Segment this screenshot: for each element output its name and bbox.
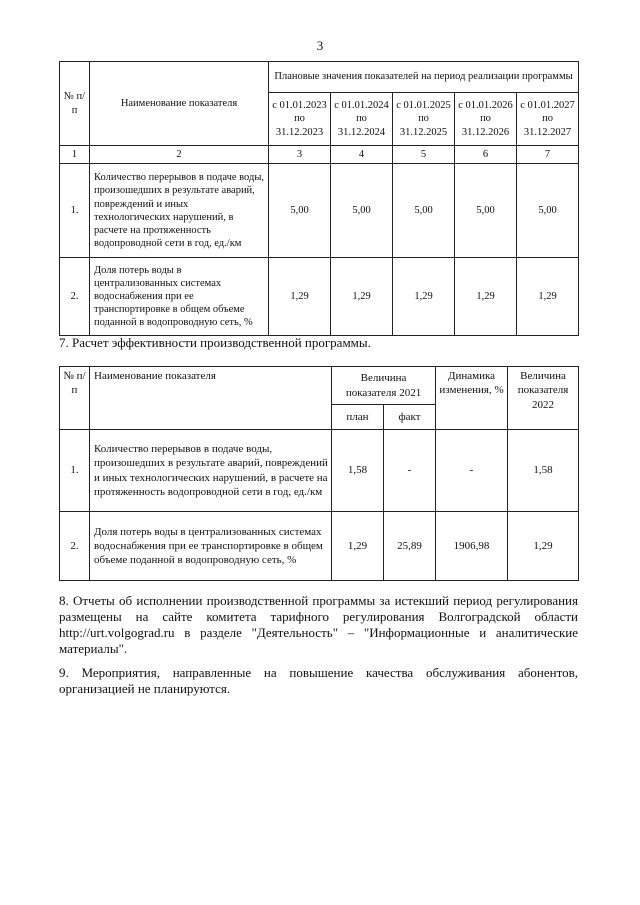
column-number: 1 [60,146,90,164]
efficiency-table [59,366,579,581]
plan-value: 1,58 [332,430,384,512]
fact-value: - [384,430,436,512]
indicator-name: Количество перерывов в подаче воды, произошедших в результате аварий, повреждений и иных технологических нарушений, в расчете на протяженность водопроводной сети в год, ед./км [90,164,269,258]
plan-header: план [332,405,384,430]
section-8-text: 8. Отчеты об исполнении производственной программы за истекший период регулирования размещены на сайте комитета тарифного регулирования Волгоградской области http://urt.volgograd.ru в разделе "Деятельность" – "Информационные и аналитические материалы". [59,593,578,656]
page-number: 3 [316,38,324,53]
indicator-name: Количество перерывов в подаче воды, произошедших в результате аварий, повреждений и иных технологических нарушений, в расчете на протяженность водопроводной сети в год, ед./км [90,430,332,512]
value-cell: 5,00 [393,164,455,258]
plan-value: 1,29 [332,512,384,581]
value-cell: 5,00 [455,164,517,258]
column-number: 6 [455,146,517,164]
dynamics-header: Динамика изменения, % [436,367,508,430]
indicator-name: Доля потерь воды в централизованных системах водоснабжения при ее транспортировке в общем объеме поданной в водопроводную сеть, % [90,512,332,581]
value-2022: 1,58 [508,430,579,512]
value-cell: 5,00 [331,164,393,258]
value-cell: 1,29 [455,258,517,336]
period-header: с 01.01.2024 по 31.12.2024 [331,93,393,146]
column-number: 5 [393,146,455,164]
table-row [60,258,579,336]
column-number: 4 [331,146,393,164]
value-cell: 5,00 [517,164,579,258]
dynamics-value: 1906,98 [436,512,508,581]
value-cell: 1,29 [517,258,579,336]
value-cell: 1,29 [269,258,331,336]
value-cell: 1,29 [331,258,393,336]
table-row [60,512,579,581]
row-number: 1. [60,430,90,512]
planned-values-header: Плановые значения показателей на период реализации программы [269,62,579,93]
dynamics-value: - [436,430,508,512]
period-header: с 01.01.2027 по 31.12.2027 [517,93,579,146]
name-header: Наименование показателя [90,62,269,146]
table-row [60,430,579,512]
column-number: 2 [90,146,269,164]
section-7-title: 7. Расчет эффективности производственной программы. [59,335,371,350]
num-header: № п/п [60,367,90,430]
column-number: 3 [269,146,331,164]
planned-indicators-table [59,61,579,336]
value-2022-header: Величина показателя 2022 [508,367,579,430]
period-header: с 01.01.2026 по 31.12.2026 [455,93,517,146]
fact-value: 25,89 [384,512,436,581]
value-2021-header: Величина показателя 2021 [332,367,436,405]
period-header: с 01.01.2023 по 31.12.2023 [269,93,331,146]
indicator-name: Доля потерь воды в централизованных системах водоснабжения при ее транспортировке в общем объеме поданной в водопроводную сеть, % [90,258,269,336]
row-number: 2. [60,258,90,336]
column-number: 7 [517,146,579,164]
row-number: 2. [60,512,90,581]
period-header: с 01.01.2025 по 31.12.2025 [393,93,455,146]
row-number: 1. [60,164,90,258]
value-cell: 5,00 [269,164,331,258]
fact-header: факт [384,405,436,430]
table-row [60,164,579,258]
num-header: № п/п [60,62,90,146]
section-9-text: 9. Мероприятия, направленные на повышение качества обслуживания абонентов, организацией не планируются. [59,665,578,696]
name-header: Наименование показателя [90,367,332,430]
value-2022: 1,29 [508,512,579,581]
value-cell: 1,29 [393,258,455,336]
